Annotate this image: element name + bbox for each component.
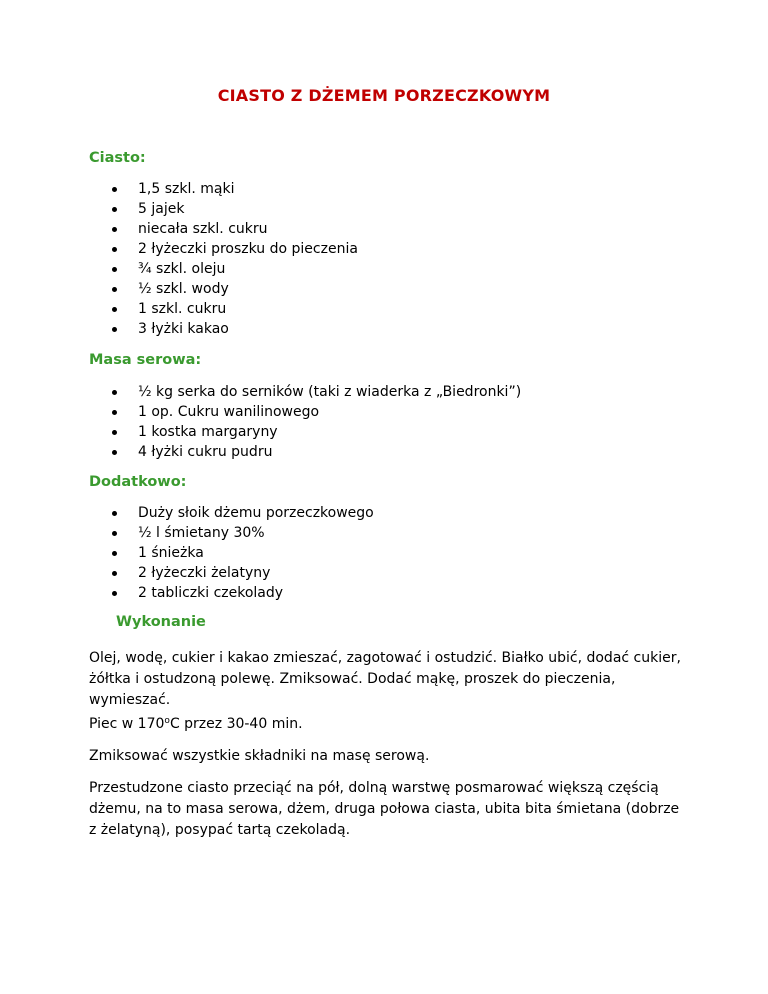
list-item: ½ szkl. wody [110,279,358,299]
list-item: 4 łyżki cukru pudru [110,442,521,462]
list-item: 1 szkl. cukru [110,299,358,319]
list-item: 2 tabliczki czekolady [110,583,374,603]
list-item: Duży słoik dżemu porzeczkowego [110,503,374,523]
degree-superscript: o [164,716,170,726]
list-item: 1 kostka margaryny [110,422,521,442]
list-item: 2 łyżeczki żelatyny [110,563,374,583]
method-text: Piec w 170 [89,716,165,732]
list-item: 1 śnieżka [110,543,374,563]
list-item: ½ kg serka do serników (taki z wiaderka z „Biedronki”) [110,382,521,402]
ingredient-list-ciasto [110,179,358,339]
list-item: ½ l śmietany 30% [110,523,374,543]
method-text: C przez 30-40 min. [169,716,303,732]
section-heading-wykonanie: Wykonanie [116,614,206,630]
ingredient-list-dodatkowo [110,503,374,603]
section-heading-ciasto: Ciasto: [89,150,146,166]
list-item: 3 łyżki kakao [110,319,358,339]
method-paragraph: Zmiksować wszystkie składniki na masę serową. [89,748,430,764]
list-item: niecała szkl. cukru [110,219,358,239]
ingredient-list-masa-serowa [110,382,521,462]
method-paragraph [89,714,689,735]
list-item: ¾ szkl. oleju [110,259,358,279]
list-item: 5 jajek [110,199,358,219]
list-item: 1,5 szkl. mąki [110,179,358,199]
section-heading-masa-serowa: Masa serowa: [89,352,202,368]
method-paragraph: Olej, wodę, cukier i kakao zmieszać, zagotować i ostudzić. Białko ubić, dodać cukier, żółtka i ostudzoną polewę. Zmiksować. Dodać mąkę, proszek do pieczenia, wymieszać. [89,650,681,708]
list-item: 1 op. Cukru wanilinowego [110,402,521,422]
method-paragraph: Przestudzone ciasto przeciąć na pół, dolną warstwę posmarować większą częścią dżemu, na to masa serowa, dżem, druga połowa ciasta, ubita bita śmietana (dobrze z żelatyną), posypać tartą czekoladą. [89,780,680,838]
section-heading-dodatkowo: Dodatkowo: [89,474,187,490]
recipe-title: CIASTO Z DŻEMEM PORZECZKOWYM [217,86,551,105]
list-item: 2 łyżeczki proszku do pieczenia [110,239,358,259]
